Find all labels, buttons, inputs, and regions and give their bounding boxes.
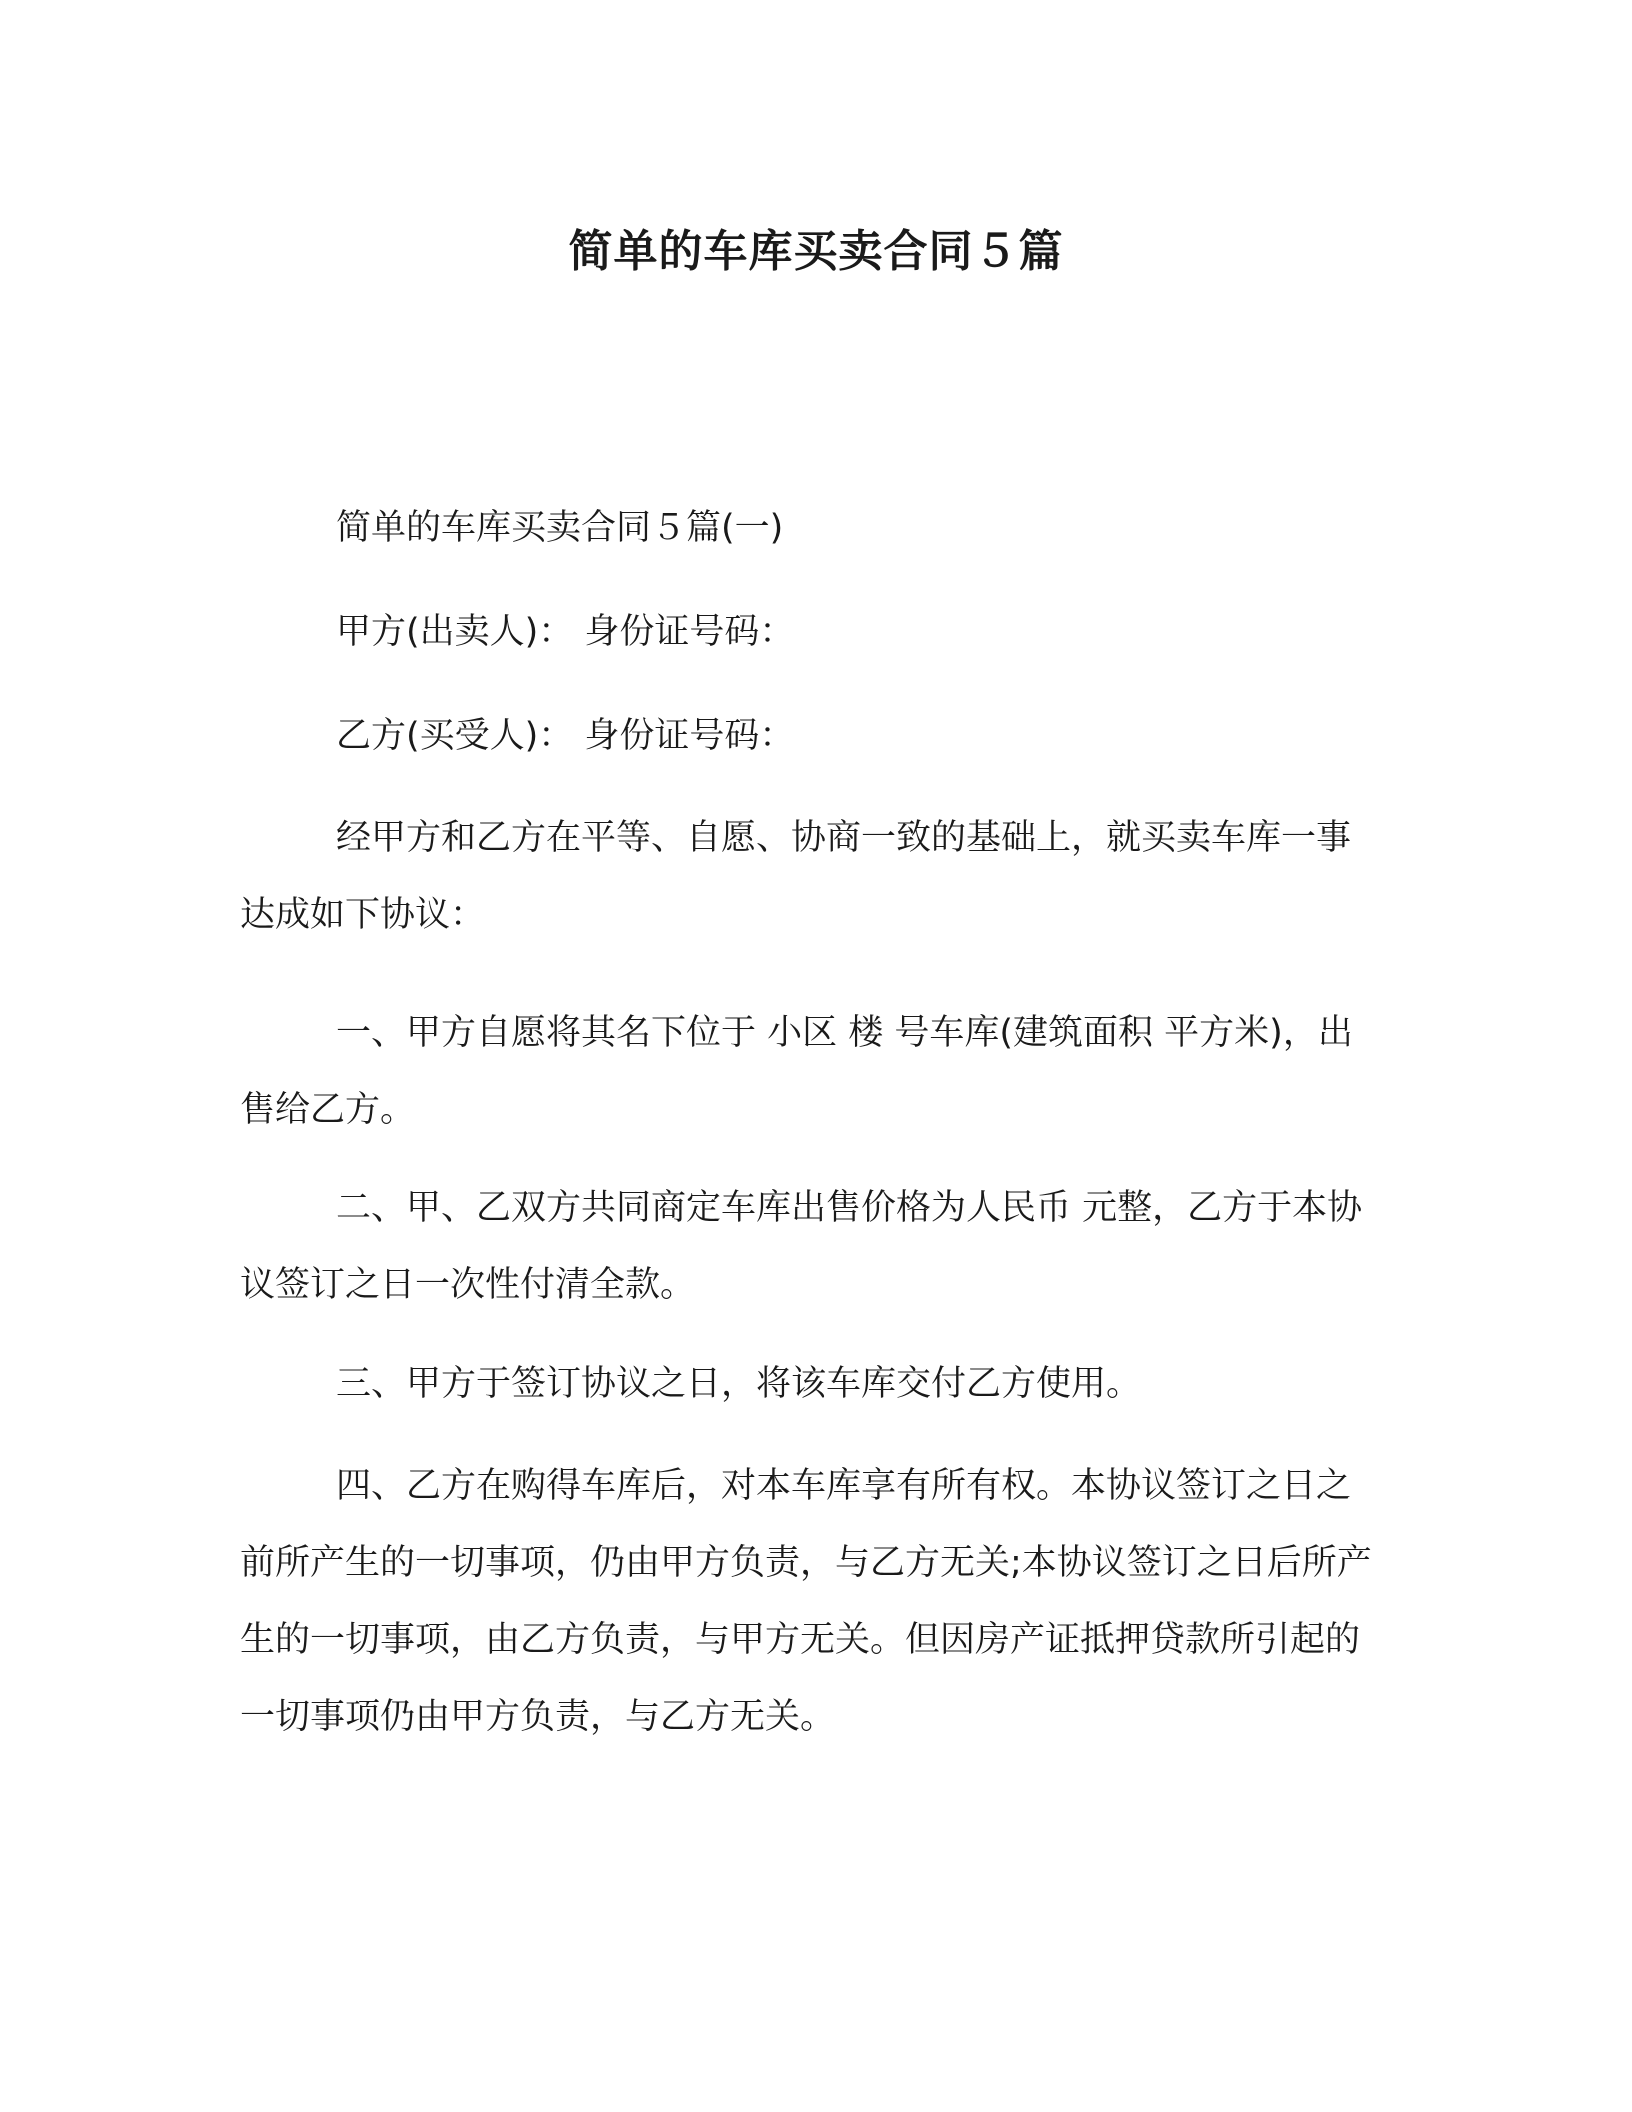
intro-paragraph: 经甲方和乙方在平等、自愿、协商一致的基础上，就买卖车库一事达成如下协议： bbox=[240, 818, 1352, 935]
party-b-line: 乙方(买受人)： 身份证号码： bbox=[336, 716, 795, 756]
party-a-line: 甲方(出卖人)： 身份证号码： bbox=[336, 612, 795, 652]
contract-subtitle: 简单的车库买卖合同５篇(一) bbox=[336, 508, 784, 548]
clause-2: 二、甲、乙双方共同商定车库出售价格为人民币 元整，乙方于本协议签订之日一次性付清全款。 bbox=[240, 1188, 1363, 1305]
clause-1: 一、甲方自愿将其名下位于 小区 楼 号车库(建筑面积 平方米)，出售给乙方。 bbox=[240, 1013, 1353, 1130]
document-title: 简单的车库买卖合同５篇 bbox=[568, 226, 1064, 277]
clause-4: 四、乙方在购得车库后，对本车库享有所有权。本协议签订之日之前所产生的一切事项，仍由甲方负责，与乙方无关;本协议签订之日后所产生的一切事项，由乙方负责，与甲方无关。但因房产证抵押贷款所引起的一切事项仍由甲方负责，与乙方无关。 bbox=[240, 1466, 1372, 1737]
clause-3: 三、甲方于签订协议之日，将该车库交付乙方使用。 bbox=[336, 1364, 1142, 1404]
